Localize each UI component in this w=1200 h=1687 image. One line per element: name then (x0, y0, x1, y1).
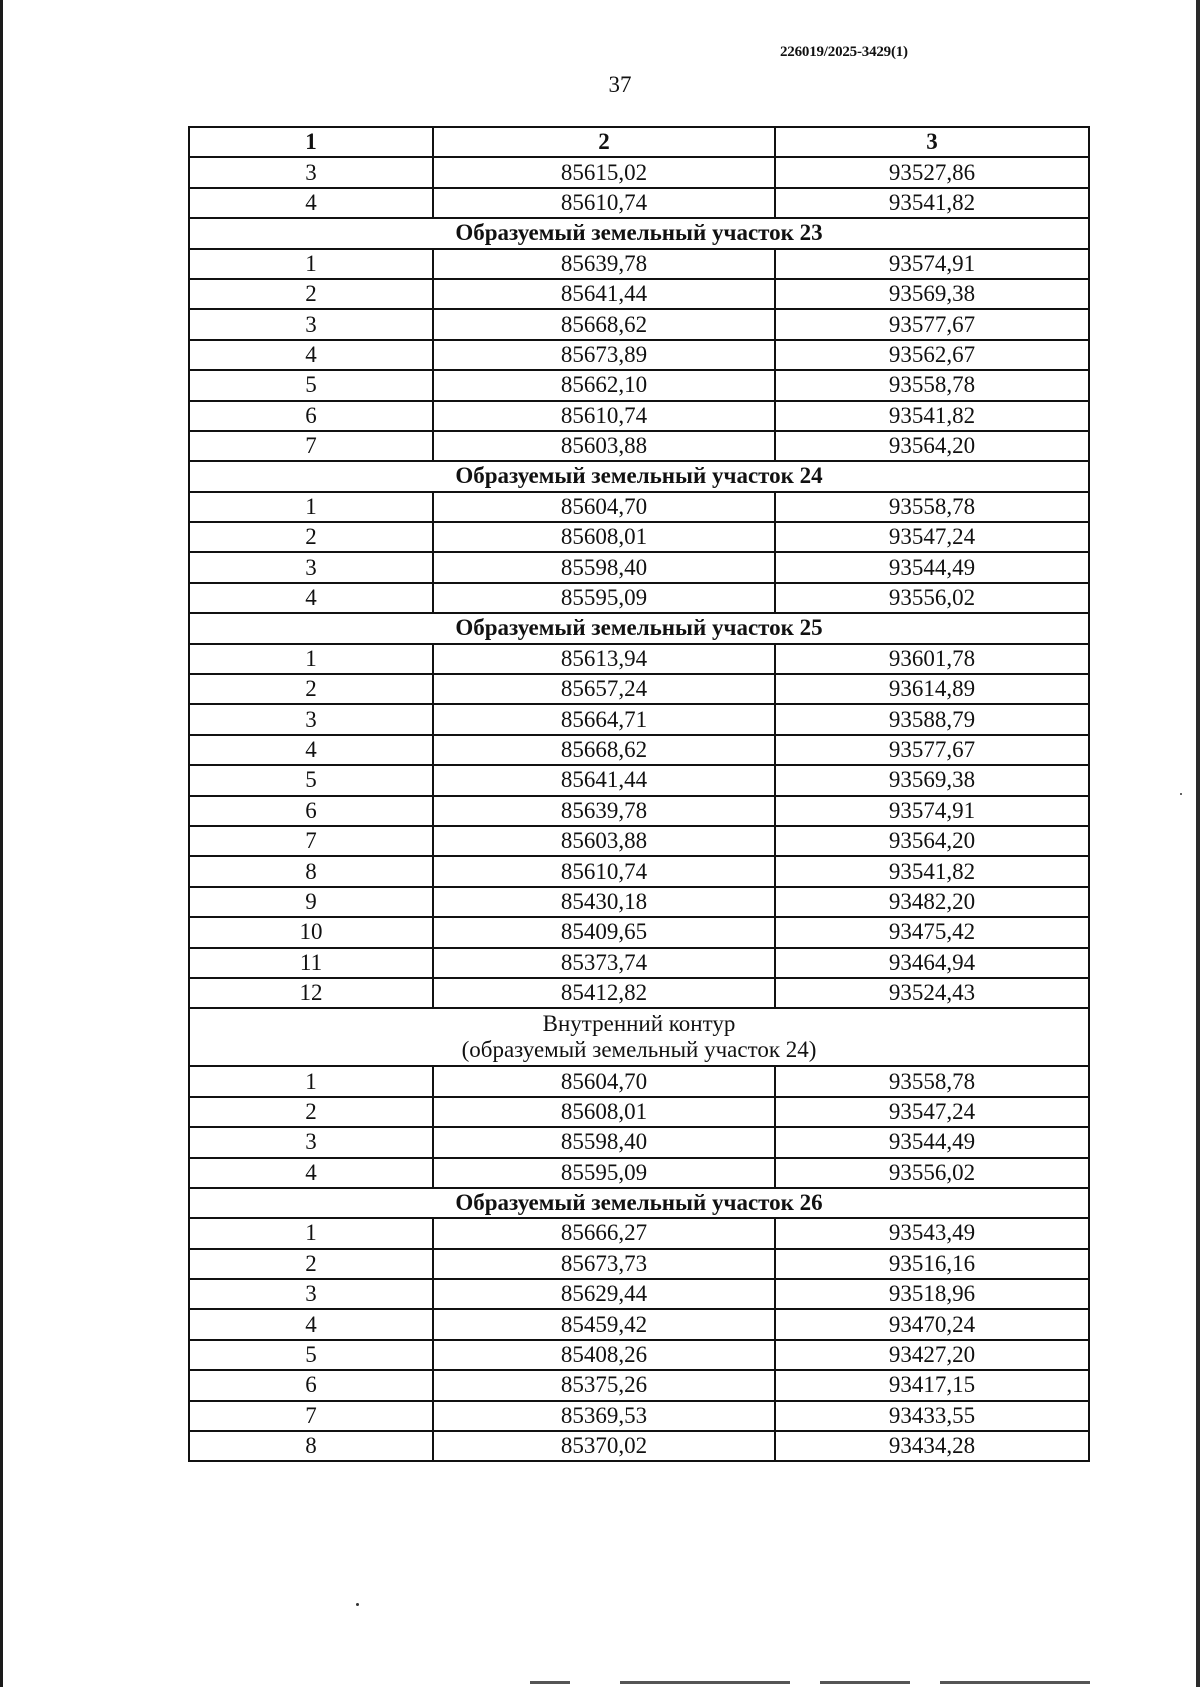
section-title-text: Внутренний контур (542, 1011, 736, 1037)
coordinate-y-cell: 93588,79 (775, 704, 1089, 734)
table-row (189, 1279, 1089, 1309)
section-title-text: Образуемый земельный участок 26 (455, 1190, 823, 1216)
coordinate-y-cell: 93574,91 (775, 796, 1089, 826)
coordinate-x-cell: 85662,10 (433, 370, 775, 400)
point-number-cell: 1 (189, 1066, 433, 1096)
coordinate-x-cell: 85408,26 (433, 1340, 775, 1370)
coordinate-x-cell: 85595,09 (433, 1158, 775, 1188)
coordinate-y-cell: 93569,38 (775, 765, 1089, 795)
table-row (189, 1218, 1089, 1248)
column-header-1: 1 (189, 127, 433, 157)
point-number-cell: 2 (189, 1097, 433, 1127)
scan-speck (1180, 793, 1182, 795)
table-row (189, 644, 1089, 674)
table-row (189, 279, 1089, 309)
table-row (189, 1066, 1089, 1096)
point-number-cell: 6 (189, 401, 433, 431)
coordinate-x-cell: 85610,74 (433, 188, 775, 218)
table-row (189, 583, 1089, 613)
point-number-cell: 2 (189, 279, 433, 309)
coordinate-x-cell: 85610,74 (433, 401, 775, 431)
point-number-cell: 4 (189, 340, 433, 370)
table-row (189, 765, 1089, 795)
coordinate-x-cell: 85673,73 (433, 1249, 775, 1279)
point-number-cell: 2 (189, 674, 433, 704)
coordinate-y-cell: 93464,94 (775, 948, 1089, 978)
section-subtitle-text: (образуемый земельный участок 24) (461, 1037, 817, 1063)
coordinate-x-cell: 85598,40 (433, 552, 775, 582)
table-row (189, 796, 1089, 826)
page-number: 37 (608, 72, 632, 97)
coordinate-y-cell: 93562,67 (775, 340, 1089, 370)
point-number-cell: 3 (189, 309, 433, 339)
coordinate-x-cell: 85412,82 (433, 978, 775, 1008)
coordinate-x-cell: 85664,71 (433, 704, 775, 734)
table-row (189, 735, 1089, 765)
coordinate-y-cell: 93556,02 (775, 583, 1089, 613)
table-row (189, 249, 1089, 279)
point-number-cell: 3 (189, 704, 433, 734)
table-header-row (189, 127, 1089, 157)
point-number-cell: 4 (189, 1309, 433, 1339)
table-row (189, 826, 1089, 856)
coordinate-y-cell: 93527,86 (775, 157, 1089, 187)
table-row (189, 1158, 1089, 1188)
section-title (189, 218, 1089, 248)
point-number-cell: 8 (189, 856, 433, 886)
section-header-row (189, 613, 1089, 643)
point-number-cell: 6 (189, 796, 433, 826)
coordinates-table (188, 126, 1090, 1462)
coordinate-x-cell: 85598,40 (433, 1127, 775, 1157)
coordinate-y-cell: 93482,20 (775, 887, 1089, 917)
scan-edge-left (0, 0, 3, 1687)
section-header-row (189, 218, 1089, 248)
scan-edge-right (1196, 0, 1200, 1687)
point-number-cell: 5 (189, 370, 433, 400)
section-title (189, 1188, 1089, 1218)
coordinate-y-cell: 93547,24 (775, 1097, 1089, 1127)
table-row (189, 1309, 1089, 1339)
point-number-cell: 4 (189, 1158, 433, 1188)
section-title (189, 461, 1089, 491)
coordinate-y-cell: 93577,67 (775, 309, 1089, 339)
table-row (189, 340, 1089, 370)
coordinate-x-cell: 85603,88 (433, 431, 775, 461)
table-row (189, 552, 1089, 582)
table-row (189, 1370, 1089, 1400)
coordinate-y-cell: 93516,16 (775, 1249, 1089, 1279)
point-number-cell: 1 (189, 249, 433, 279)
table-row (189, 674, 1089, 704)
section-header-row (189, 461, 1089, 491)
table-row (189, 704, 1089, 734)
scan-speck (356, 1603, 359, 1606)
coordinate-x-cell: 85615,02 (433, 157, 775, 187)
coordinate-x-cell: 85373,74 (433, 948, 775, 978)
scan-bottom-marks (530, 1681, 1090, 1687)
coordinate-y-cell: 93556,02 (775, 1158, 1089, 1188)
section-title (189, 613, 1089, 643)
table-row (189, 1431, 1089, 1461)
table-row (189, 1127, 1089, 1157)
document-number: 226019/2025-3429(1) (780, 44, 908, 60)
coordinate-x-cell: 85375,26 (433, 1370, 775, 1400)
coordinate-y-cell: 93564,20 (775, 826, 1089, 856)
point-number-cell: 3 (189, 157, 433, 187)
point-number-cell: 12 (189, 978, 433, 1008)
table-row (189, 188, 1089, 218)
coordinate-y-cell: 93558,78 (775, 492, 1089, 522)
coordinate-y-cell: 93558,78 (775, 1066, 1089, 1096)
table-row (189, 917, 1089, 947)
coordinate-y-cell: 93417,15 (775, 1370, 1089, 1400)
table-row (189, 1340, 1089, 1370)
point-number-cell: 3 (189, 1127, 433, 1157)
column-header-3: 3 (775, 127, 1089, 157)
point-number-cell: 1 (189, 1218, 433, 1248)
coordinate-x-cell: 85369,53 (433, 1401, 775, 1431)
section-title (189, 1008, 1089, 1066)
section-title-text: Образуемый земельный участок 25 (455, 615, 823, 641)
point-number-cell: 1 (189, 492, 433, 522)
point-number-cell: 11 (189, 948, 433, 978)
point-number-cell: 2 (189, 522, 433, 552)
section-header-row (189, 1008, 1089, 1066)
table-row (189, 431, 1089, 461)
coordinate-x-cell: 85613,94 (433, 644, 775, 674)
coordinate-x-cell: 85604,70 (433, 492, 775, 522)
coordinate-x-cell: 85673,89 (433, 340, 775, 370)
coordinate-x-cell: 85603,88 (433, 826, 775, 856)
table-row (189, 309, 1089, 339)
coordinate-y-cell: 93564,20 (775, 431, 1089, 461)
table-body (189, 157, 1089, 1461)
coordinate-y-cell: 93547,24 (775, 522, 1089, 552)
coordinate-y-cell: 93427,20 (775, 1340, 1089, 1370)
coordinate-x-cell: 85608,01 (433, 522, 775, 552)
point-number-cell: 10 (189, 917, 433, 947)
coordinate-x-cell: 85370,02 (433, 1431, 775, 1461)
coordinate-y-cell: 93518,96 (775, 1279, 1089, 1309)
table-row (189, 887, 1089, 917)
point-number-cell: 7 (189, 431, 433, 461)
table-row (189, 1249, 1089, 1279)
table-row (189, 856, 1089, 886)
coordinate-x-cell: 85608,01 (433, 1097, 775, 1127)
point-number-cell: 9 (189, 887, 433, 917)
coordinate-x-cell: 85666,27 (433, 1218, 775, 1248)
coordinate-x-cell: 85639,78 (433, 796, 775, 826)
coordinate-y-cell: 93475,42 (775, 917, 1089, 947)
point-number-cell: 7 (189, 826, 433, 856)
coordinate-y-cell: 93577,67 (775, 735, 1089, 765)
table-row (189, 1097, 1089, 1127)
coordinate-y-cell: 93601,78 (775, 644, 1089, 674)
section-title-text: Образуемый земельный участок 23 (455, 220, 823, 246)
table-row (189, 1401, 1089, 1431)
table-row (189, 370, 1089, 400)
coordinate-y-cell: 93470,24 (775, 1309, 1089, 1339)
coordinate-x-cell: 85459,42 (433, 1309, 775, 1339)
point-number-cell: 5 (189, 1340, 433, 1370)
coordinate-x-cell: 85639,78 (433, 249, 775, 279)
section-title-text: Образуемый земельный участок 24 (455, 463, 823, 489)
coordinate-x-cell: 85668,62 (433, 735, 775, 765)
point-number-cell: 5 (189, 765, 433, 795)
coordinate-x-cell: 85604,70 (433, 1066, 775, 1096)
table-row (189, 948, 1089, 978)
point-number-cell: 4 (189, 735, 433, 765)
coordinate-x-cell: 85430,18 (433, 887, 775, 917)
coordinate-x-cell: 85409,65 (433, 917, 775, 947)
table-row (189, 492, 1089, 522)
coordinate-y-cell: 93541,82 (775, 856, 1089, 886)
coordinate-x-cell: 85641,44 (433, 279, 775, 309)
coordinate-y-cell: 93543,49 (775, 1218, 1089, 1248)
point-number-cell: 3 (189, 1279, 433, 1309)
point-number-cell: 6 (189, 1370, 433, 1400)
coordinate-x-cell: 85657,24 (433, 674, 775, 704)
section-header-row (189, 1188, 1089, 1218)
table-row (189, 978, 1089, 1008)
coordinate-x-cell: 85629,44 (433, 1279, 775, 1309)
coordinate-x-cell: 85610,74 (433, 856, 775, 886)
point-number-cell: 2 (189, 1249, 433, 1279)
coordinate-y-cell: 93558,78 (775, 370, 1089, 400)
coordinate-y-cell: 93544,49 (775, 1127, 1089, 1157)
coordinate-y-cell: 93524,43 (775, 978, 1089, 1008)
point-number-cell: 8 (189, 1431, 433, 1461)
table-row (189, 157, 1089, 187)
point-number-cell: 4 (189, 188, 433, 218)
coordinate-y-cell: 93569,38 (775, 279, 1089, 309)
coordinate-y-cell: 93434,28 (775, 1431, 1089, 1461)
table-row (189, 522, 1089, 552)
point-number-cell: 1 (189, 644, 433, 674)
coordinate-y-cell: 93541,82 (775, 188, 1089, 218)
coordinate-y-cell: 93614,89 (775, 674, 1089, 704)
point-number-cell: 3 (189, 552, 433, 582)
point-number-cell: 4 (189, 583, 433, 613)
point-number-cell: 7 (189, 1401, 433, 1431)
coordinate-y-cell: 93544,49 (775, 552, 1089, 582)
column-header-2: 2 (433, 127, 775, 157)
coordinate-y-cell: 93574,91 (775, 249, 1089, 279)
coordinate-y-cell: 93433,55 (775, 1401, 1089, 1431)
coordinate-y-cell: 93541,82 (775, 401, 1089, 431)
coordinate-x-cell: 85641,44 (433, 765, 775, 795)
table-row (189, 401, 1089, 431)
coordinate-x-cell: 85668,62 (433, 309, 775, 339)
coordinate-x-cell: 85595,09 (433, 583, 775, 613)
